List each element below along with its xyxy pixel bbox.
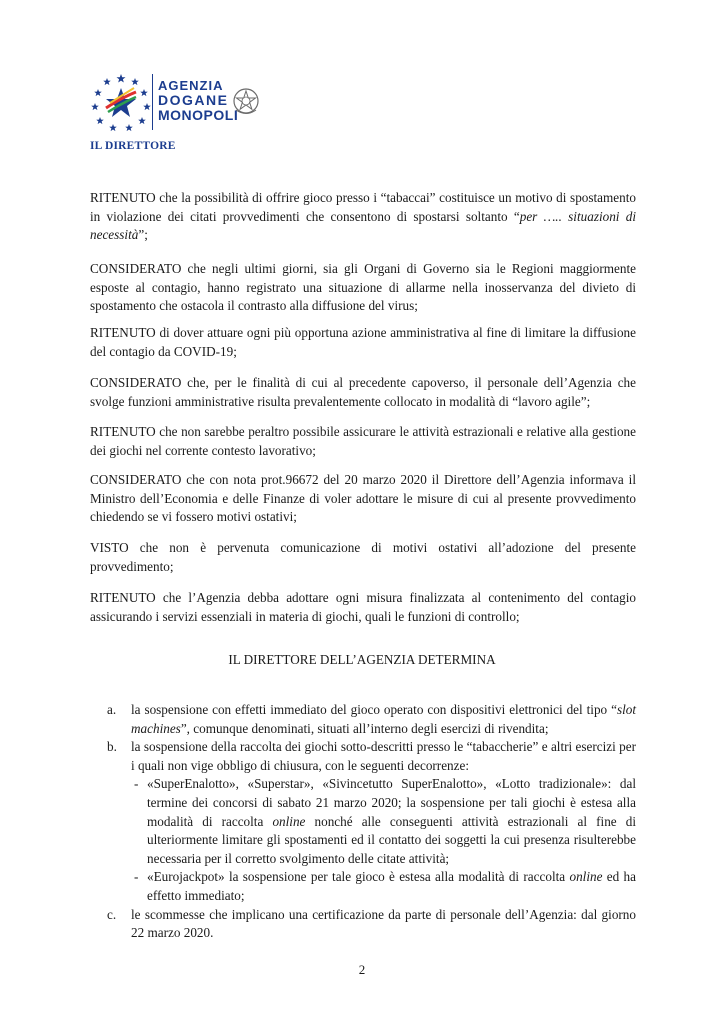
page-number: 2 [358, 962, 366, 977]
sub-item-2: - «Eurojackpot» la sospensione per tale gioco è estesa alla modalità di raccolta online ed ha effetto immediato; [134, 869, 636, 903]
list-marker: b. [107, 739, 117, 755]
paragraph-visto: VISTO che non è pervenuta comunicazione di motivi ostativi all’adozione del presente provvedimento; [90, 540, 636, 574]
stars-emblem-icon [90, 72, 152, 132]
office-title: IL DIRETTORE [90, 140, 176, 152]
logo-line-2: DOGANE [158, 92, 229, 108]
paragraph-ritenuto-1: RITENUTO che la possibilità di offrire gioco presso i “tabaccai” costituisce un motivo di spostamento in violazione dei citati provvedimenti che consentono di spostarsi soltanto “per ….. situazioni di necessità”; [90, 190, 636, 243]
list-item-a: a. la sospensione con effetti immediato del gioco operato con dispositivi elettronici del tipo “slot machines”, comunque denominati, situati all’interno degli esercizi di rivendita; [107, 702, 636, 736]
list-item-c: c. le scommesse che implicano una certificazione da parte di personale dell’Agenzia: dal giorno 22 marzo 2020. [107, 906, 636, 941]
logo-separator [152, 74, 153, 130]
paragraph-ritenuto-3: RITENUTO che non sarebbe peraltro possibile assicurare le attività estrazionali e relative alla gestione dei giochi nel corrente contesto lavorativo; [90, 424, 636, 458]
agency-logo [90, 72, 270, 134]
list-marker: c. [107, 906, 117, 922]
list-item-b: b. la sospensione della raccolta dei giochi sotto-descritti presso le “tabaccherie” e altri esercizi per i quali non vige obbligo di chiusura, con le seguenti decorrenze: - «SuperEnalotto», «Superstar», «Sivincetutto SuperEnalotto», «Lotto tradizionale»: dal termine dei concorsi di sabato 21 marzo 2020; la sospensione per tali giochi è estesa alla modalità di raccolta online nonché alle conseguenti attività estrazionali al fine di ulteriormente limitare gli spostamenti ed il contatto dei soggetti la cui presenza risulterebbe necessaria per il corretto svolgimento delle citate attività; - «Eurojackpot» la sospensione per tale gioco è estesa alla modalità di raccolta online ed ha effetto immediato; [90, 738, 636, 905]
republic-emblem-icon [231, 86, 261, 118]
logo-line-3: MONOPOLI [158, 107, 239, 123]
determination-list [90, 701, 636, 943]
paragraph-considerato-3: CONSIDERATO che con nota prot.96672 del 20 marzo 2020 il Direttore dell’Agenzia informava il Ministro dell’Economia e delle Finanze di voler adottare le misure di cui al presente provvedimento chiedendo se vi fossero motivi ostativi; [90, 472, 636, 525]
list-marker: a. [107, 702, 117, 717]
logo-wordmark [158, 78, 238, 123]
dash-marker: - [134, 869, 139, 885]
dash-marker: - [134, 776, 139, 792]
sub-item-1: - «SuperEnalotto», «Superstar», «Sivincetutto SuperEnalotto», «Lotto tradizionale»: dal termine dei concorsi di sabato 21 marzo 2020; la sospensione per tali giochi è estesa alla modalità di raccolta online nonché alle conseguenti attività estrazionali al fine di ulteriormente limitare gli spostamenti ed il contatto dei soggetti la cui presenza risulterebbe necessaria per il corretto svolgimento delle citate attività; [134, 776, 636, 866]
paragraph-ritenuto-4: RITENUTO che l’Agenzia debba adottare ogni misura finalizzata al contenimento del contagio assicurando i servizi essenziali in materia di giochi, quali le funzioni di controllo; [90, 590, 636, 624]
paragraph-considerato-1: CONSIDERATO che negli ultimi giorni, sia gli Organi di Governo sia le Regioni maggiormente esposte al contagio, hanno registrato una situazione di allarme nella inosservanza del divieto di spostamento che ostacola il contrasto alla diffusione del virus; [90, 261, 636, 314]
paragraph-considerato-2: CONSIDERATO che, per le finalità di cui al precedente capoverso, il personale dell’Agenzia che svolge funzioni amministrative risulta prevalentemente collocato in modalità di “lavoro agile”; [90, 375, 636, 409]
paragraph-ritenuto-2: RITENUTO di dover attuare ogni più opportuna azione amministrativa al fine di limitare la diffusione del contagio da COVID-19; [90, 325, 636, 359]
logo-line-1: AGENZIA [158, 78, 224, 93]
section-title: IL DIRETTORE DELL’AGENZIA DETERMINA [228, 652, 496, 667]
